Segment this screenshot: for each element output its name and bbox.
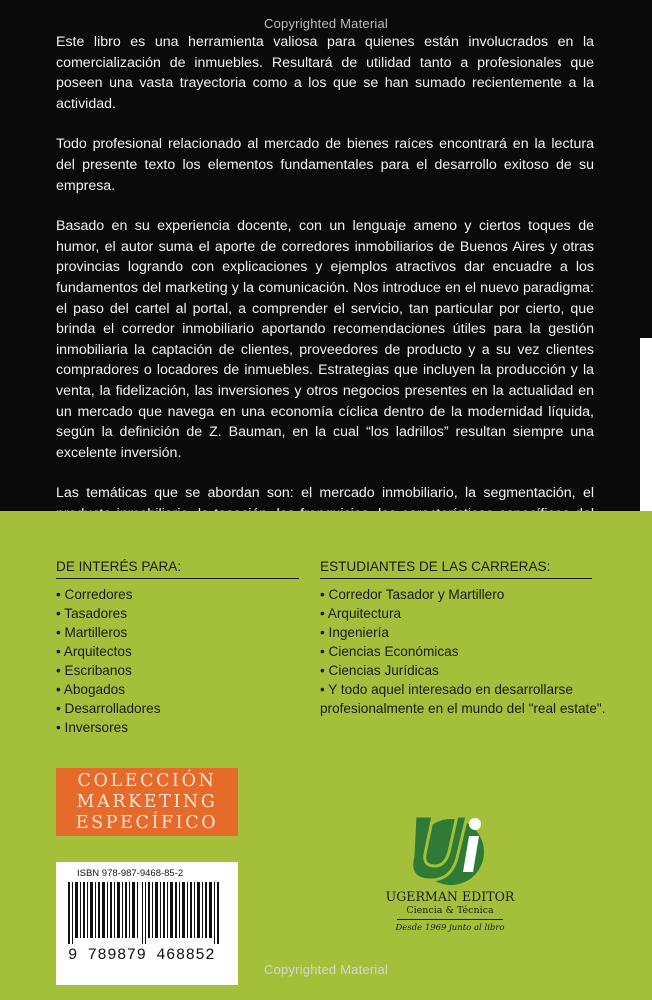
watermark-top: Copyrighted Material [264, 16, 388, 31]
publisher-name: UGERMAN EDITOR [385, 889, 515, 904]
list-item: • Escribanos [56, 663, 132, 678]
students-heading: ESTUDIANTES DE LAS CARRERAS: [320, 559, 592, 579]
edge-strip [640, 338, 652, 511]
list-item: • Ingeniería [320, 625, 389, 640]
blurb-paragraph-2: Todo profesional relacionado al mercado de bienes raíces encontrará en la lectura del presente texto los elementos fundamentales para el desarrollo exitoso de su empresa. [56, 136, 594, 194]
list-item: • Tasadores [56, 606, 128, 621]
students-list [320, 585, 605, 718]
list-item: profesionalmente en el mundo del "real estate". [320, 701, 606, 716]
blurb-paragraph-1: Este libro es una herramienta valiosa para quienes están involucrados en la comercialización de inmuebles. Resultará de utilidad tanto a profesionales que poseen una vasta trayectoria como a los que se han sumado recientemente a la actividad. [56, 34, 594, 112]
list-item: • Corredor Tasador y Martillero [320, 587, 505, 602]
collection-line-1: COLECCIÓN [77, 771, 217, 791]
barcode-image [68, 882, 228, 944]
back-cover-blurb [56, 32, 594, 586]
publisher-subtitle: Ciencia & Técnica [406, 905, 494, 916]
barcode-number: 9 789879 468852 [68, 946, 216, 964]
list-item: • Corredores [56, 587, 133, 602]
interest-heading: DE INTERÉS PARA: [56, 559, 299, 579]
blurb-paragraph-4: Las temáticas que se abordan son: el mercado inmobiliario, la segmentación, el [56, 485, 594, 502]
publisher-divider [397, 919, 503, 920]
list-item: • Inversores [56, 720, 128, 735]
list-item: • Ciencias Económicas [320, 644, 459, 659]
collection-line-2: MARKETING [76, 792, 218, 812]
list-item: • Abogados [56, 682, 126, 697]
list-item: • Y todo aquel interesado en desarrollarse [320, 682, 573, 697]
collection-banner [56, 768, 238, 836]
list-item: • Arquitectura [320, 606, 402, 621]
interest-list [56, 585, 161, 737]
collection-line-3: ESPECÍFICO [75, 813, 219, 833]
list-item: • Martilleros [56, 625, 128, 640]
list-item: • Desarrolladores [56, 701, 161, 716]
watermark-bottom: Copyrighted Material [264, 962, 388, 977]
list-item: • Arquitectos [56, 644, 132, 659]
isbn-text: ISBN 978-987-9468-85-2 [77, 868, 184, 879]
publisher-logo [393, 802, 505, 888]
blurb-paragraph-3: Basado en su experiencia docente, con un lenguaje ameno y ciertos toques de humor, el autor suma el aporte de corredores inmobiliarios de Buenos Aires y otras provincias logrando con explicaciones y ejemplos atractivos dar encuadre a los fundamentos del marketing y la comunicación. Nos introduce en el nuevo paradigma: el paso del cartel al portal, a comprender el servicio, tan particular por cierto, que brinda el corredor inmobiliario aportando recomendaciones útiles para la gestión inmobiliaria la captación de clientes, proveedores de producto y a su vez clientes compradores o locadores de inmuebles. Estrategias que incluyen la producción y la venta, la fidelización, las inversiones y otros negocios presentes en la actualidad en un mercado que navega en una economía cíclica dentro de la modernidad líquida, según la definición de Z. Bauman, en la cual “los ladrillos” resultan siempre una excelente inversión. [56, 218, 594, 461]
list-item: • Ciencias Jurídicas [320, 663, 439, 678]
publisher-tagline: Desde 1969 junto al libro [395, 923, 505, 933]
